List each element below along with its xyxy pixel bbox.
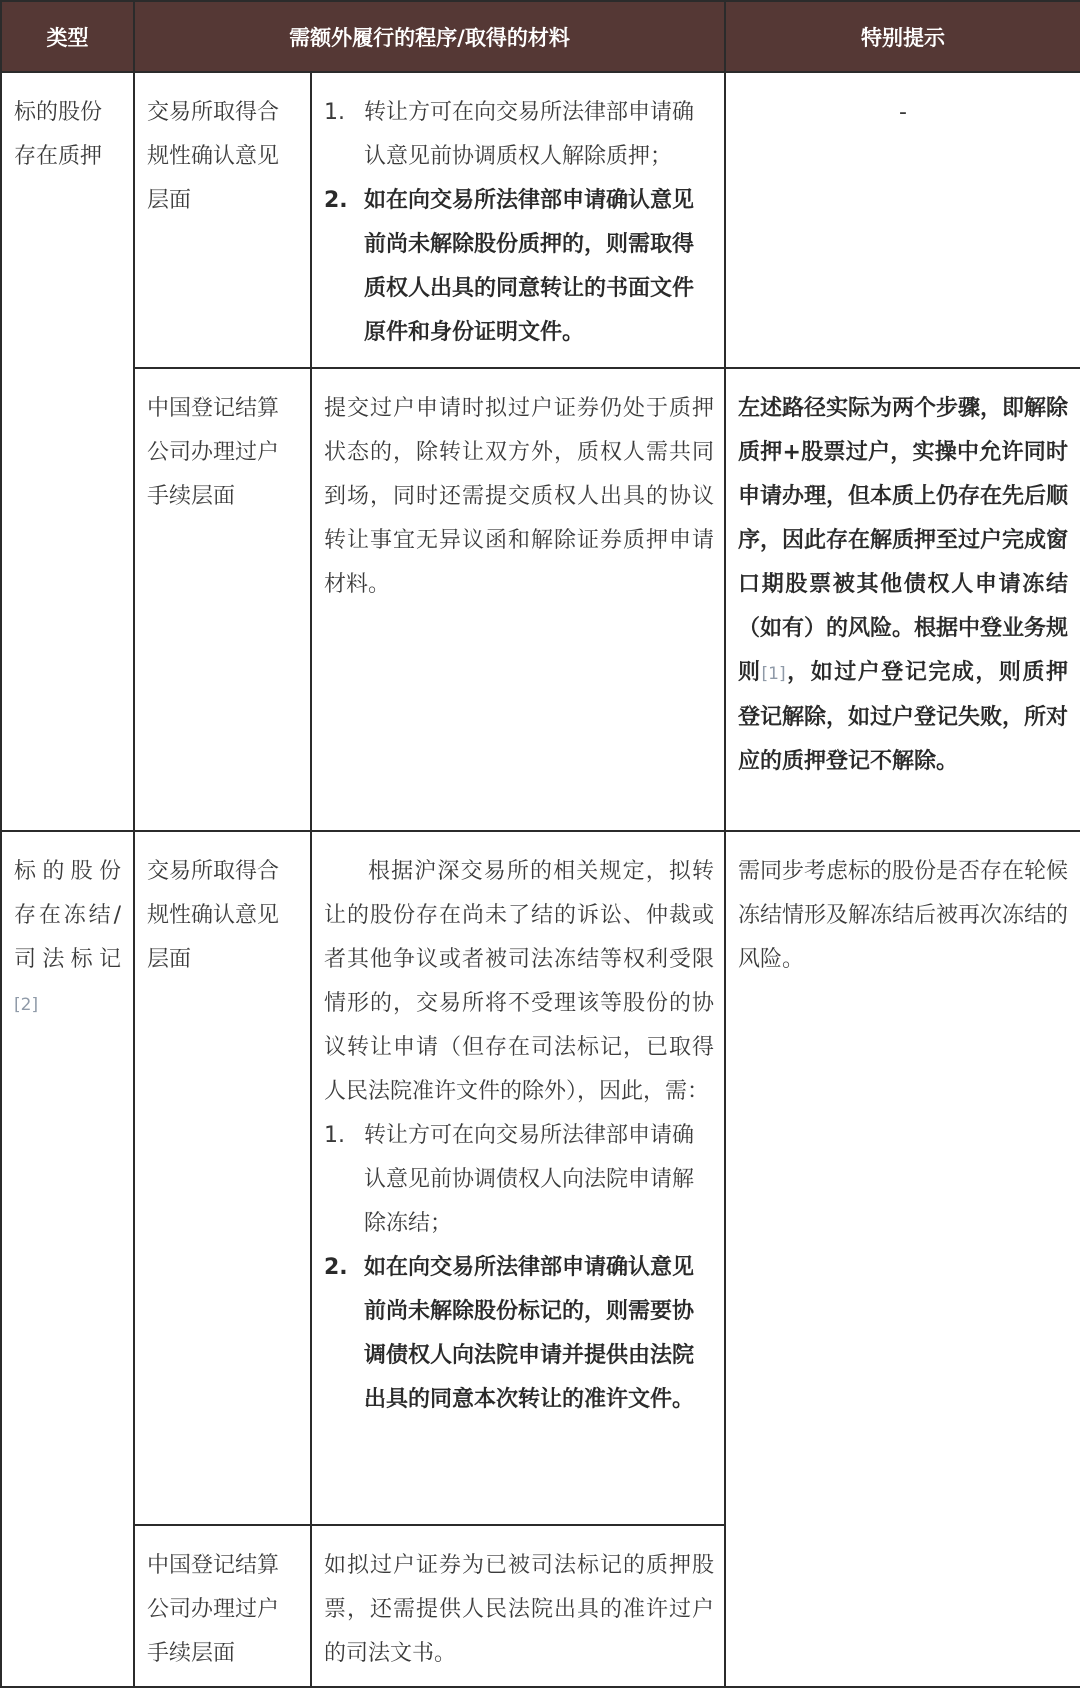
procedure-text: 如拟过户证券为已被司法标记的质押股票，还需提供人民法院出具的准许过户的司法文书。 [324,1553,715,1666]
procedure-item [324,91,714,179]
item-text: 转让方可在向交易所法律部申请确认意见前协调债权人向法院申请解除冻结； [364,1123,695,1236]
footnote-link-2[interactable]: [2] [14,995,39,1015]
note-text: - [899,100,907,125]
note-text: 需同步考虑标的股份是否存在轮候冻结情形及解冻结后被再次冻结的风险。 [738,859,1069,972]
procedure-list [324,1114,714,1422]
type-text: 标的股份存在冻结/司法标记[2] [14,859,121,1015]
level-cell [134,1525,311,1687]
item-number: 2. [324,1255,348,1280]
item-number: 1. [324,100,345,125]
procedure-list [324,91,714,355]
level-text: 交易所取得合规性确认意见层面 [147,100,280,213]
procedure-cell [311,1525,725,1687]
note-text-part2: ，如过户登记完成，则质押登记解除，如过户登记失败，所对应的质押登记不解除。 [738,660,1069,774]
item-text: 如在向交易所法律部申请确认意见前尚未解除股份标记的，则需要协调债权人向法院申请并提供由法院出具的同意本次转让的准许文件。 [364,1255,695,1412]
type-cell-freeze [1,831,134,1687]
header-type: 类型 [1,1,134,72]
procedure-item [324,1246,714,1422]
note-text [726,369,1080,794]
procedure-text: 提交过户申请时拟过户证券仍处于质押状态的，除转让双方外，质权人需共同到场，同时还需提交质权人出具的协议转让事宜无异议函和解除证券质押申请材料。 [324,396,715,597]
footnote-link-1[interactable]: [1] [761,664,786,684]
header-notes: 特别提示 [725,1,1080,72]
procedure-item [324,1114,714,1246]
level-cell [134,831,311,1525]
level-text: 中国登记结算公司办理过户手续层面 [147,1553,280,1666]
note-cell [725,368,1080,831]
procedure-cell [311,831,725,1525]
table-row [1,72,1080,368]
item-number: 2. [324,188,348,213]
procedure-item [324,179,714,355]
table-row [1,831,1080,1525]
type-cell-pledge [1,72,134,831]
type-text: 标的股份存在质押 [14,100,103,169]
note-text-part1: 左述路径实际为两个步骤，即解除质押+股票过户，实操中允许同时申请办理，但本质上仍存在先后顺序，因此存在解质押至过户完成窗口期股票被其他债权人申请冻结（如有）的风险。根据中登业务规则 [738,396,1069,685]
item-text: 转让方可在向交易所法律部申请确认意见前协调质权人解除质押； [364,100,695,169]
header-procedures: 需额外履行的程序/取得的材料 [134,1,725,72]
item-text: 如在向交易所法律部申请确认意见前尚未解除股份质押的，则需取得质权人出具的同意转让的书面文件原件和身份证明文件。 [364,188,695,345]
level-cell [134,368,311,831]
table-header-row [1,1,1080,72]
note-cell [725,831,1080,1687]
procedure-cell [311,72,725,368]
note-cell [725,72,1080,368]
level-text: 中国登记结算公司办理过户手续层面 [147,396,280,509]
procedure-cell [311,368,725,831]
level-text: 交易所取得合规性确认意见层面 [147,859,280,972]
item-number: 1. [324,1123,345,1148]
procedure-intro: 根据沪深交易所的相关规定，拟转让的股份存在尚未了结的诉讼、仲裁或者其他争议或者被司法冻结等权利受限情形的，交易所将不受理该等股份的协议转让申请（但存在司法标记，已取得人民法院准许文件的除外），因此，需： [324,859,715,1104]
table-row [1,368,1080,831]
level-cell [134,72,311,368]
